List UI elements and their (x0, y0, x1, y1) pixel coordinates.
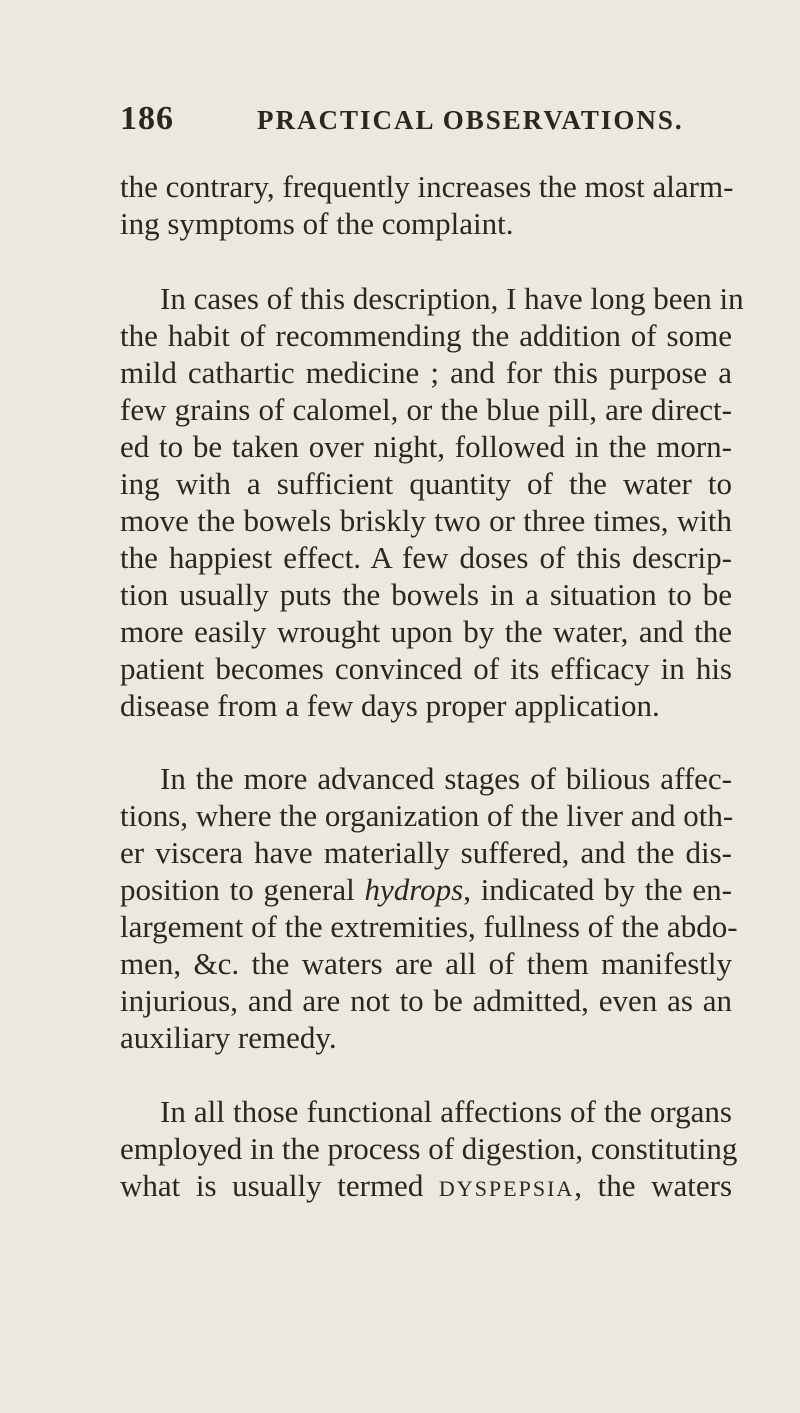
text-line: ing symptoms of the complaint. (120, 206, 514, 241)
text-line: the happiest effect. A few doses of this descrip- (120, 540, 732, 575)
text-line: more easily wrought upon by the water, and the (120, 614, 732, 649)
text-segment: position to general (120, 872, 365, 907)
text-segment: , the waters (574, 1168, 733, 1203)
text-line: auxiliary remedy. (120, 1020, 337, 1055)
text-line: disease from a few days proper application. (120, 688, 660, 723)
text-line: largement of the extremities, fullness of the abdo- (120, 909, 738, 944)
text-line: the habit of recommending the addition of some (120, 318, 732, 353)
paragraph-2 (120, 280, 744, 724)
small-caps-term: dyspepsia (438, 1168, 575, 1203)
text-line-with-small-caps (120, 1167, 732, 1204)
text-line: tion usually puts the bowels in a situation to be (120, 577, 732, 612)
text-line: tions, where the organization of the liver and oth- (120, 798, 734, 833)
text-line-with-italic (120, 871, 732, 908)
running-head: PRACTICAL OBSERVATIONS. (257, 105, 684, 135)
text-line: employed in the process of digestion, constituting (120, 1131, 738, 1166)
text-segment: , indicated by the en- (463, 872, 732, 907)
text-line: In the more advanced stages of bilious affec- (160, 761, 732, 796)
text-line: move the bowels briskly two or three times, with (120, 503, 732, 538)
paragraph-3 (120, 760, 738, 1056)
text-line: the contrary, frequently increases the most alarm- (120, 169, 734, 204)
text-line: mild cathartic medicine ; and for this purpose a (120, 355, 732, 390)
page-header (120, 100, 760, 140)
page-number: 186 (120, 100, 174, 137)
text-line: er viscera have materially suffered, and the dis- (120, 835, 732, 870)
paragraph-4 (120, 1093, 738, 1204)
text-line: men, &c. the waters are all of them manifestly (120, 946, 732, 981)
text-line: few grains of calomel, or the blue pill, are direct- (120, 392, 732, 427)
text-line: ed to be taken over night, followed in the morn- (120, 429, 732, 464)
italic-term: hydrops (364, 872, 464, 907)
text-line: injurious, and are not to be admitted, even as an (120, 983, 732, 1018)
text-segment: what is usually termed (120, 1168, 439, 1203)
text-line: In all those functional affections of the organs (160, 1094, 732, 1129)
text-line: patient becomes convinced of its efficacy in his (120, 651, 732, 686)
text-line: ing with a sufficient quantity of the water to (120, 466, 732, 501)
paragraph-1 (120, 168, 732, 242)
text-line: In cases of this description, I have long been in (160, 281, 744, 316)
